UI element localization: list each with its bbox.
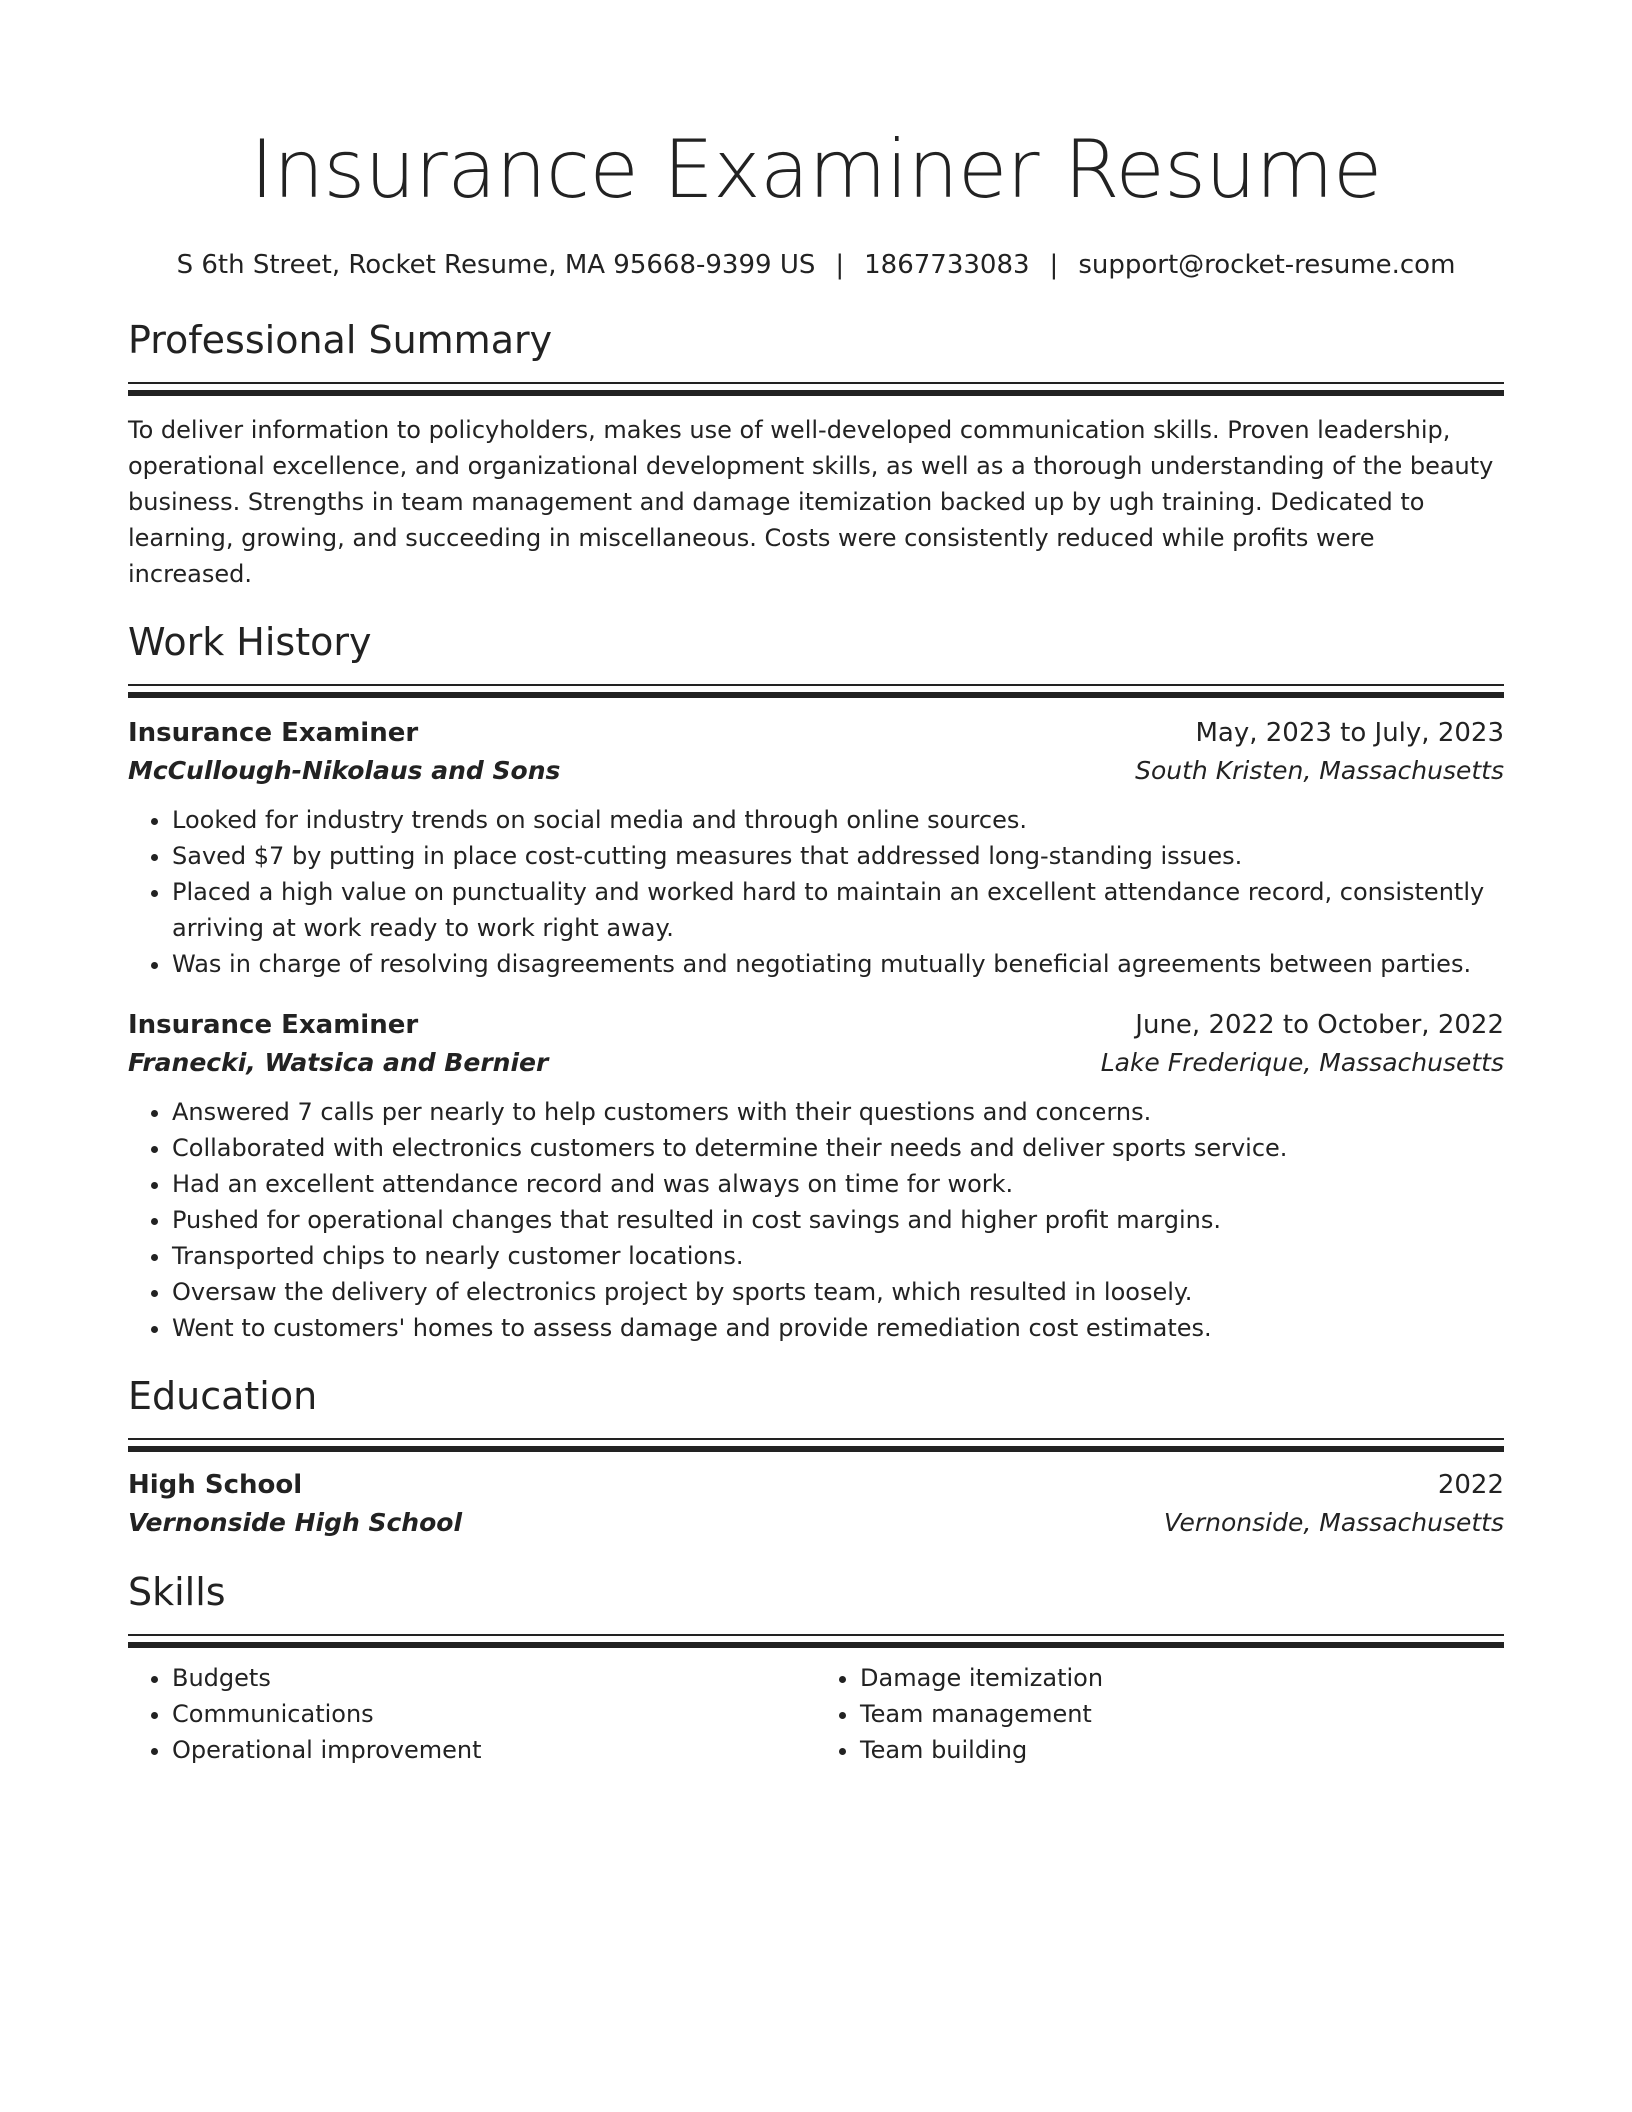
list-item: • Transported chips to nearly customer locations. xyxy=(172,1238,1504,1274)
list-item: • Oversaw the delivery of electronics project by sports team, which resulted in loosely. xyxy=(172,1274,1504,1310)
education-entry xyxy=(128,1466,1504,1542)
skills-list xyxy=(816,1660,1504,1768)
job-dates: June, 2022 to October, 2022 xyxy=(1135,1010,1504,1040)
section-divider-thick xyxy=(128,692,1504,698)
education-location: Vernonside, Massachusetts xyxy=(1163,1508,1504,1537)
skills-list xyxy=(128,1660,816,1768)
job-entry xyxy=(128,714,1504,982)
list-item: • Saved $7 by putting in place cost-cutting measures that addressed long-standing issues. xyxy=(172,838,1504,874)
section-title-work: Work History xyxy=(128,620,372,664)
section-divider xyxy=(128,1634,1504,1636)
section-title-summary: Professional Summary xyxy=(128,318,553,362)
skills-column-left xyxy=(128,1660,816,1768)
summary-text: To deliver information to policyholders, makes use of well-developed communication skills. Proven leadership, operational excellence, and organizational development skills, as well as a thorough understanding of the beauty business. Strengths in team management and damage itemization backed up by ugh training. Dedicated to learning, growing, and succeeding in miscellaneous. Costs were consistently reduced while profits were increased. xyxy=(128,416,1494,588)
section-title-skills: Skills xyxy=(128,1570,226,1614)
section-divider xyxy=(128,382,1504,384)
job-header-row xyxy=(128,1006,1504,1044)
skill-item: • Team building xyxy=(860,1732,1504,1768)
contact-separator: | xyxy=(835,250,845,280)
job-header-row xyxy=(128,714,1504,752)
job-dates: May, 2023 to July, 2023 xyxy=(1195,718,1504,748)
list-item: • Looked for industry trends on social media and through online sources. xyxy=(172,802,1504,838)
skill-item: • Team management xyxy=(860,1696,1504,1732)
skills-column-right xyxy=(816,1660,1504,1768)
summary-section xyxy=(128,316,1504,592)
list-item: • Answered 7 calls per nearly to help customers with their questions and concerns. xyxy=(172,1094,1504,1130)
education-section xyxy=(128,1372,1504,1542)
job-company: Franecki, Watsica and Bernier xyxy=(128,1048,549,1077)
list-item: • Collaborated with electronics customers to determine their needs and deliver sports service. xyxy=(172,1130,1504,1166)
job-org-row xyxy=(128,752,1504,790)
job-title: Insurance Examiner xyxy=(128,718,419,748)
contact-address: S 6th Street, Rocket Resume, MA 95668-9399 US xyxy=(176,250,816,280)
job-org-row xyxy=(128,1044,1504,1082)
section-divider-thick xyxy=(128,1642,1504,1648)
job-company: McCullough-Nikolaus and Sons xyxy=(128,756,561,785)
list-item: • Was in charge of resolving disagreements and negotiating mutually beneficial agreements between parties. xyxy=(172,946,1504,982)
contact-separator: | xyxy=(1049,250,1059,280)
education-year: 2022 xyxy=(1437,1470,1504,1500)
job-bullets xyxy=(128,1094,1504,1346)
job-title: Insurance Examiner xyxy=(128,1010,419,1040)
education-degree: High School xyxy=(128,1470,303,1500)
list-item: • Went to customers' homes to assess damage and provide remediation cost estimates. xyxy=(172,1310,1504,1346)
skill-item: • Operational improvement xyxy=(172,1732,816,1768)
job-location: Lake Frederique, Massachusetts xyxy=(1100,1048,1504,1077)
job-entry xyxy=(128,1006,1504,1346)
contact-phone: 1867733083 xyxy=(864,250,1030,280)
skill-item: • Damage itemization xyxy=(860,1660,1504,1696)
skills-section xyxy=(128,1568,1504,1768)
list-item: • Had an excellent attendance record and was always on time for work. xyxy=(172,1166,1504,1202)
work-section xyxy=(128,618,1504,1346)
job-location: South Kristen, Massachusetts xyxy=(1135,756,1504,785)
education-school: Vernonside High School xyxy=(128,1508,463,1537)
education-org-row xyxy=(128,1504,1504,1542)
contact-line xyxy=(128,248,1504,282)
skills-grid xyxy=(128,1660,1504,1768)
list-item: • Placed a high value on punctuality and worked hard to maintain an excellent attendance record, consistently arriving at work ready to work right away. xyxy=(172,874,1504,946)
job-bullets xyxy=(128,802,1504,982)
list-item: • Pushed for operational changes that resulted in cost savings and higher profit margins. xyxy=(172,1202,1504,1238)
education-header-row xyxy=(128,1466,1504,1504)
skill-item: • Communications xyxy=(172,1696,816,1732)
section-title-education: Education xyxy=(128,1374,318,1418)
contact-email: support@rocket-resume.com xyxy=(1078,250,1456,280)
section-divider xyxy=(128,684,1504,686)
resume-title: Insurance Examiner Resume xyxy=(250,123,1382,216)
skill-item: • Budgets xyxy=(172,1660,816,1696)
section-divider-thick xyxy=(128,1446,1504,1452)
section-divider-thick xyxy=(128,390,1504,396)
section-divider xyxy=(128,1438,1504,1440)
